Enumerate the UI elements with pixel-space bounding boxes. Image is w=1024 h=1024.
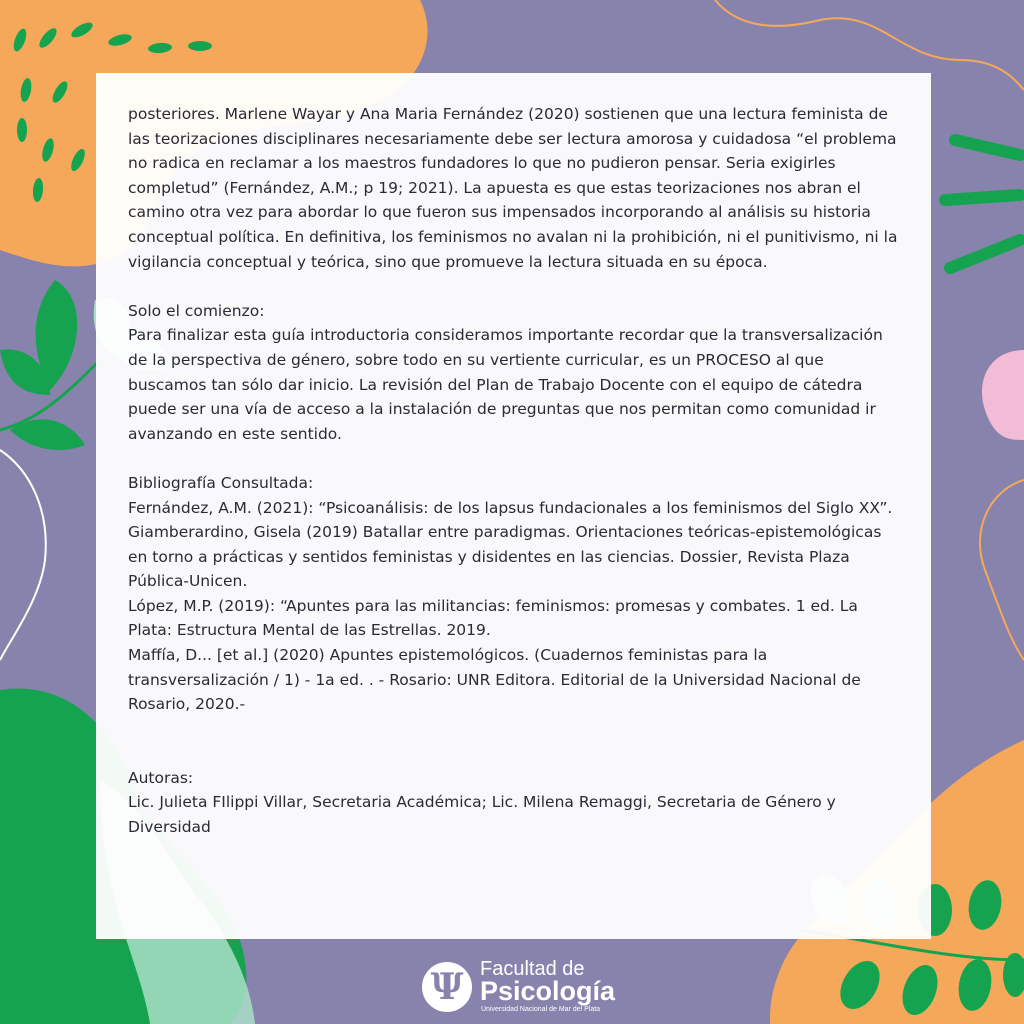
bibliography-entry: López, M.P. (2019): “Apuntes para las militancias: feminismos: promesas y combates. 1 ed. La Plata: Estructura Mental de las Estrellas. 2019.	[128, 596, 858, 640]
orange-curve-right	[980, 480, 1024, 660]
white-curve-left	[0, 450, 46, 660]
faculty-logo	[420, 958, 620, 1018]
paragraph-1: posteriores. Marlene Wayar y Ana Maria Fernández (2020) sostienen que una lectura feminista de las teorizaciones disciplinares necesariamente debe ser lectura amorosa y cuidadosa “el problema no radica en reclamar a los maestros fundadores lo que no pudieron pensar. Seria exigirles completud” (Fernández, A.M.; p 19; 2021). La apuesta es que estas teorizaciones nos abran el camino otra vez para abordar lo que fueron sus impensados incorporando al análisis su historia conceptual política. En definitiva, los feminismos no avalan ni la prohibición, ni el punitivismo, ni la vigilancia conceptual y teórica, sino que promueve la lectura situada en su época.	[128, 105, 898, 271]
bibliography-entry: Giamberardino, Gisela (2019) Batallar entre paradigmas. Orientaciones teóricas-epistemológicas en torno a prácticas y sentidos feministas y disidentes en las ciencias. Dossier, Revista Plaza Pública-Unicen.	[128, 523, 882, 591]
psi-icon: Ψ	[422, 962, 472, 1012]
bibliography-entry: Fernández, A.M. (2021): “Psicoanálisis: de los lapsus fundacionales a los feminismos del Siglo XX”.	[128, 498, 893, 517]
pink-blob-right	[982, 350, 1024, 440]
bibliography-entry: Maffía, D... [et al.] (2020) Apuntes epistemológicos. (Cuadernos feministas para la transversalización / 1) - 1a ed. . - Rosario: UNR Editora. Editorial de la Universidad Nacional de Rosario, 2020.-	[128, 646, 861, 714]
logo-line-3: Universidad Nacional de Mar del Plata	[481, 1006, 601, 1013]
paragraph-2: Para finalizar esta guía introductoria consideramos importante recordar que la transversalización de la perspectiva de género, sobre todo en su vertiente curricular, es un PROCESO al que buscamos tan sólo dar inicio. La revisión del Plan de Trabajo Docente con el equipo de cátedra puede ser una vía de acceso a la instalación de preguntas que nos permitan como comunidad ir avanzando en este sentido.	[128, 326, 883, 443]
authors-heading: Autoras:	[128, 768, 194, 787]
authors-list: Lic. Julieta FIlippi Villar, Secretaria Académica; Lic. Milena Remaggi, Secretaria de Género y Diversidad	[128, 793, 836, 837]
green-strokes-right	[945, 140, 1020, 268]
section-heading: Solo el comienzo:	[128, 301, 265, 320]
document-body	[128, 102, 903, 840]
logo-line-1: Facultad de	[480, 958, 585, 980]
bibliography-heading: Bibliografía Consultada:	[128, 473, 314, 492]
logo-line-2: Psicología	[480, 976, 616, 1006]
